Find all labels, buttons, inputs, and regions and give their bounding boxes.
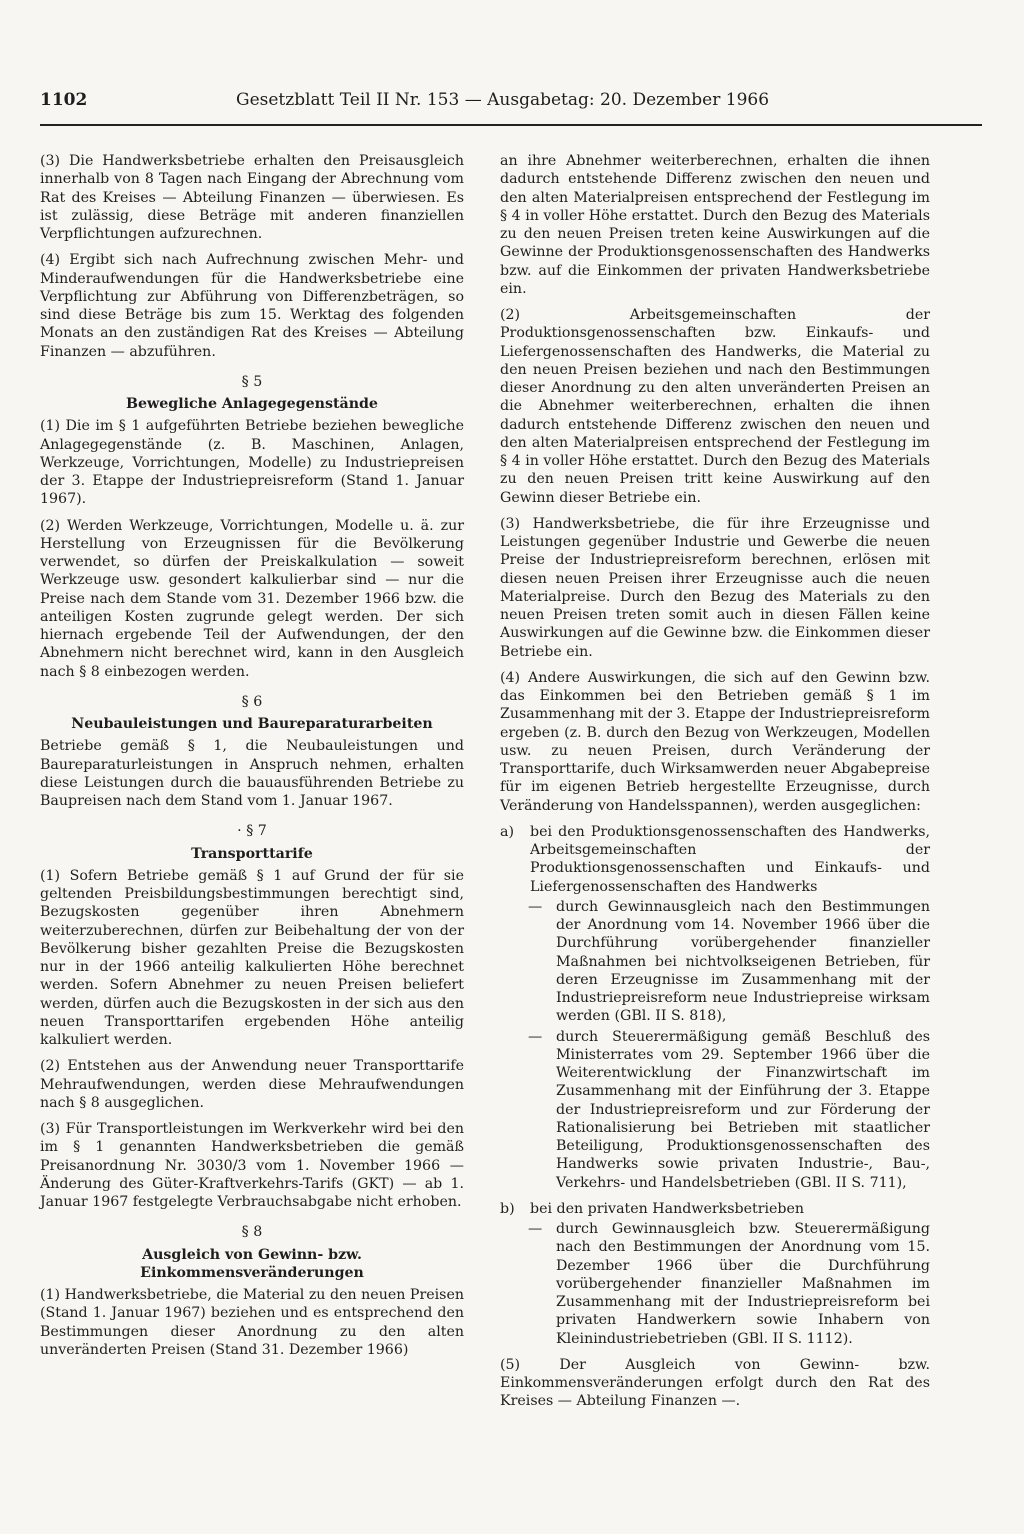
paragraph: (2) Arbeitsgemeinschaften der Produktionsgenossenschaften bzw. Einkaufs- und Liefergenossenschaften des Handwerks, die Material zu den neuen Preisen beziehen und nach den Bestimmungen dieser Anordnung zu den alten unveränderten Preisen an die Abnehmer weiterberechnen, erhalten die ihnen dadurch entstehende Differenz zwischen den neuen und den alten Materialpreisen entsprechend der Festlegung im § 4 in voller Höhe erstattet. Durch den Bezug des Materials zu den neuen Preisen tritt keine Auswirkung auf den Gewinn dieser Betriebe ein.: [500, 307, 930, 506]
paragraph: (5) Der Ausgleich von Gewinn- bzw. Einkommensveränderungen erfolgt durch den Rat des Kreises — Abteilung Finanzen —.: [500, 1356, 930, 1410]
paragraph: (2) Werden Werkzeuge, Vorrichtungen, Modelle u. ä. zur Herstellung von Erzeugnissen für die Bevölkerung verwendet, so dürfen der Preiskalkulation — soweit Werkzeuge usw. gesondert kalkulierbar sind — nur die Preise nach dem Stande vom 31. Dezember 1966 bzw. die anteiligen Kosten zugrunde gelegt werden. Der sich hiernach ergebende Teil der Aufwendungen, der den Abnehmern nicht berechnet wird, kann in den Ausgleich nach § 8 einbezogen werden.: [40, 517, 464, 680]
section-title: Neubauleistungen und Baureparaturarbeiten: [71, 716, 433, 732]
section-title: Transporttarife: [191, 845, 313, 862]
paragraph: (3) Für Transportleistungen im Werkverkehr wird bei den im § 1 genannten Handwerksbetrieben die gemäß Preisanordnung Nr. 3030/3 vom 1. November 1966 — Änderung des Güter-Kraftverkehrs-Tarifs (GKT) — ab 1. Januar 1967 festgelegte Verbrauchsabgabe nicht erhoben.: [40, 1121, 464, 1210]
dash-text: durch Steuerermäßigung gemäß Beschluß des Ministerrates vom 29. September 1966 über die Weiterentwicklung der Finanzwirtschaft im Zusammenhang mit der Einführung der 3. Etappe der Industriepreisreform und zur Förderung der Rationalisierung bei Betrieben mit staatlicher Beteiligung, Produktionsgenossenschaften des Handwerks sowie privaten Industrie-, Bau-, Verkehrs- und Handelsbetrieben (GBl. II S. 711),: [556, 1028, 930, 1191]
dash-item: [528, 1028, 930, 1192]
dash-text: durch Gewinnausgleich nach den Bestimmungen der Anordnung vom 14. November 1966 über die Durchführung vorübergehender finanzieller Maßnahmen bei nichtvolkseigenen Betrieben, für deren Erzeugnisse im Zusammenhang mit der Industriepreisreform neue Industriepreise wirksam werden (GBl. II S. 818),: [556, 898, 930, 1025]
dash-marker: —: [528, 898, 543, 915]
left-column: [40, 152, 464, 1367]
paragraph: (2) Entstehen aus der Anwendung neuer Transporttarife Mehraufwendungen, werden diese Mehraufwendungen nach § 8 ausgeglichen.: [40, 1058, 464, 1111]
paragraph: (1) Handwerksbetriebe, die Material zu den neuen Preisen (Stand 1. Januar 1967) beziehen und es entsprechend den Bestimmungen dieser Anordnung zu den alten unveränderten Preisen (Stand 31. Dezember 1966): [40, 1287, 464, 1358]
section-number: § 8: [241, 1224, 263, 1241]
list-text: bei den Produktionsgenossenschaften des Handwerks, Arbeitsgemeinschaften der Produktionsgenossenschaften und Einkaufs- und Liefergenossenschaften des Handwerks: [530, 823, 930, 895]
dash-marker: —: [528, 1028, 543, 1045]
dash-item: [528, 1220, 930, 1348]
section-number: § 6: [241, 693, 263, 710]
page-header: [40, 90, 982, 126]
section-number: § 5: [241, 373, 263, 390]
paragraph: Betriebe gemäß § 1, die Neubauleistungen und Baureparaturleistungen in Anspruch nehmen, erhalten diese Leistungen durch die bauausführenden Betriebe zu Baupreisen nach dem Stand vom 1. Januar 1967.: [40, 738, 464, 809]
list-marker: b): [500, 1200, 515, 1217]
section-title: Ausgleich von Gewinn- bzw.: [142, 1246, 362, 1263]
paragraph: an ihre Abnehmer weiterberechnen, erhalten die ihnen dadurch entstehende Differenz zwischen den neuen und den alten Materialpreisen entsprechend der Festlegung im § 4 in voller Höhe erstattet. Durch den Bezug des Materials zu den neuen Preisen treten keine Auswirkungen auf die Gewinne der Produktionsgenossenschaften des Handwerks bzw. auf die Einkommen der privaten Handwerksbetriebe ein.: [500, 153, 930, 297]
dash-item: [528, 898, 930, 1026]
paragraph: (1) Die im § 1 aufgeführten Betriebe beziehen bewegliche Anlagegegenstände (z. B. Maschinen, Anlagen, Werkzeuge, Vorrichtungen, Modelle) zu Industriepreisen der 3. Etappe der Industriepreisreform (Stand 1. Januar 1967).: [40, 418, 464, 508]
page-number: 1102: [40, 90, 88, 110]
section-title: Bewegliche Anlagegegenstände: [126, 396, 378, 412]
section-number: · § 7: [237, 823, 267, 840]
list-text: bei den privaten Handwerksbetrieben: [530, 1200, 805, 1217]
right-column: [500, 152, 930, 1419]
paragraph: (4) Andere Auswirkungen, die sich auf den Gewinn bzw. das Einkommen bei den Betrieben gemäß § 1 im Zusammenhang mit der 3. Etappe der Industriepreisreform ergeben (z. B. durch den Bezug von Werkzeugen, Modellen usw. zu neuen Preisen, durch Veränderung der Transporttarife, duch Wirksamwerden neuer Abgabepreise für im eigenen Betrieb hergestellte Erzeugnisse, durch Veränderung von Handelsspannen), werden ausgeglichen:: [500, 669, 930, 814]
dash-text: durch Gewinnausgleich bzw. Steuerermäßigung nach den Bestimmungen der Anordnung vom 15. Dezember 1966 über die Durchführung vorübergehender finanzieller Maßnahmen im Zusammenhang mit der Industriepreisreform bei privaten Handwerkern sowie Inhabern von Kleinindustriebetrieben (GBl. II S. 1112).: [556, 1221, 930, 1347]
paragraph: (3) Handwerksbetriebe, die für ihre Erzeugnisse und Leistungen gegenüber Industrie und Gewerbe die neuen Preise der Industriepreisreform berechnen, erlösen mit diesen neuen Preisen ihrer Erzeugnisse auch die neuen Materialpreise. Durch den Bezug des Materials zu den neuen Preisen treten somit auch in diesen Fällen keine Auswirkungen auf die Gewinne bzw. die Einkommen dieser Betriebe ein.: [500, 515, 930, 660]
paragraph: (3) Die Handwerksbetriebe erhalten den Preisausgleich innerhalb von 8 Tagen nach Eingang der Abrechnung vom Rat des Kreises — Abteilung Finanzen — überwiesen. Es ist zulässig, diese Beträge mit anderen finanziellen Verpflichtungen aufzurechnen.: [40, 153, 464, 242]
list-marker: a): [500, 823, 514, 840]
section-title: Einkommensveränderungen: [140, 1264, 364, 1281]
paragraph: (4) Ergibt sich nach Aufrechnung zwischen Mehr- und Minderaufwendungen für die Handwerksbetriebe eine Verpflichtung zur Abführung von Differenzbeträgen, so sind diese Beträge bis zum 15. Werktag des folgenden Monats an den zuständigen Rat des Kreises — Abteilung Finanzen — abzuführen.: [40, 252, 464, 360]
paragraph: (1) Sofern Betriebe gemäß § 1 auf Grund der für sie geltenden Preisbildungsbestimmungen berechtigt sind, Bezugskosten gegenüber ihren Abnehmern weiterzuberechnen, dürfen zur Beibehaltung der von der Bevölkerung bisher gezahlten Preise die Bezugskosten nur in der 1966 anteilig kalkulierten Höhe berechnet werden. Sofern Abnehmer zu neuen Preisen beliefert werden, dürfen auch die Bezugskosten in der sich aus den neuen Transporttarifen ergebenden Höhe anteilig kalkuliert werden.: [40, 867, 464, 1048]
dash-marker: —: [528, 1221, 543, 1237]
list-item-b: [500, 1200, 930, 1218]
list-item-a: [500, 823, 930, 896]
header-title: Gesetzblatt Teil II Nr. 153 — Ausgabetag: 20. Dezember 1966: [236, 90, 770, 110]
